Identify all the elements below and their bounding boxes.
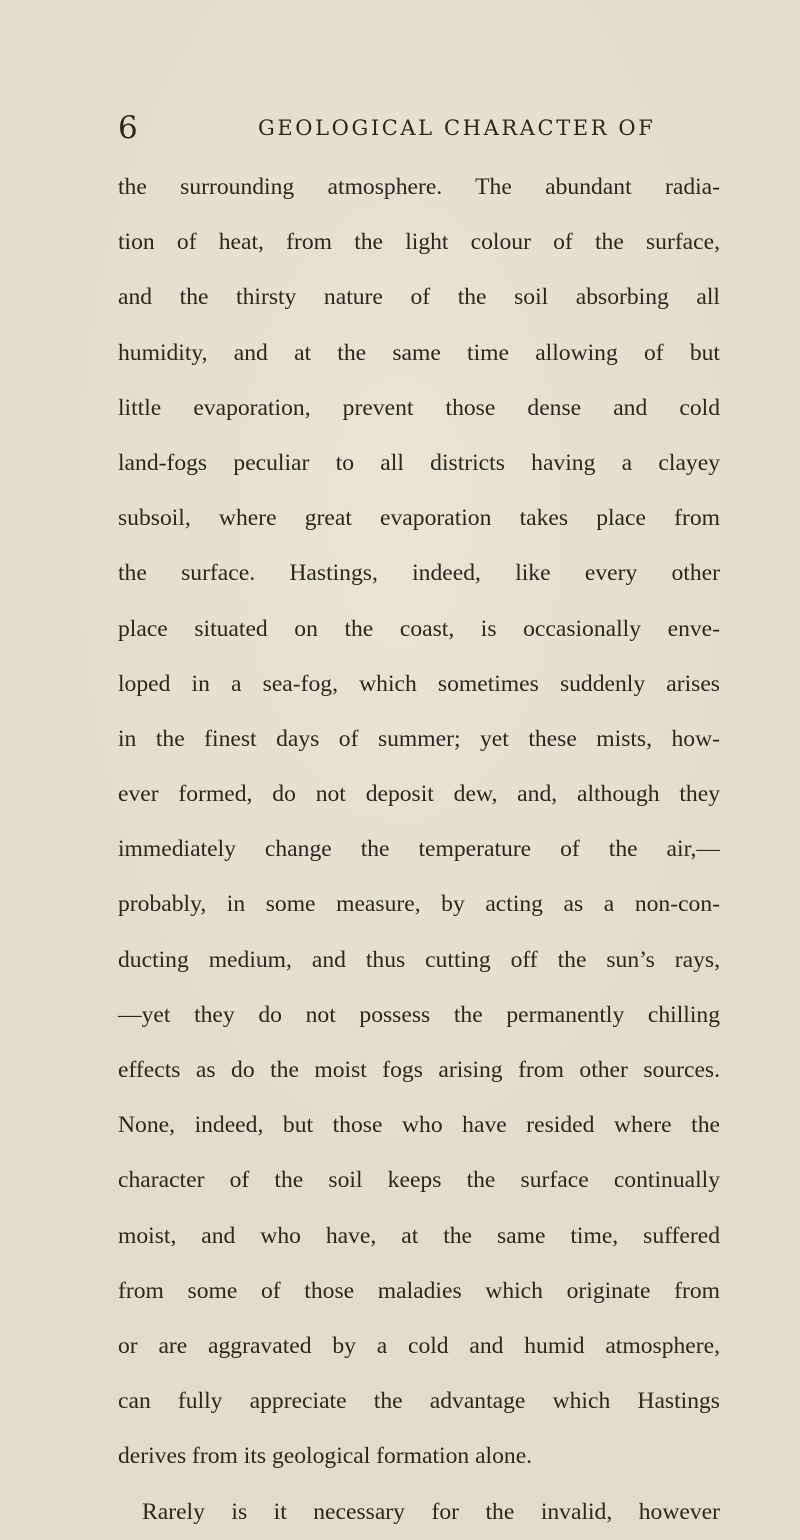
text-line: can fully appreciate the advantage which Hastings bbox=[118, 1388, 720, 1415]
text-line: the surrounding atmosphere. The abundant radia- bbox=[118, 174, 720, 200]
text-line: from some of those maladies which originate from bbox=[118, 1277, 720, 1304]
text-line: derives from its geological formation alone. bbox=[118, 1443, 533, 1470]
text-line: the surface. Hastings, indeed, like every other bbox=[118, 560, 720, 587]
text-line: probably, in some measure, by acting as a non-con- bbox=[118, 891, 720, 918]
text-line: —yet they do not possess the permanently chilling bbox=[118, 1001, 720, 1028]
text-line: and the thirsty nature of the soil absorbing all bbox=[118, 284, 720, 311]
text-line: loped in a sea-fog, which sometimes suddenly arises bbox=[118, 670, 720, 697]
text-line: or are aggravated by a cold and humid atmosphere, bbox=[118, 1332, 720, 1359]
text-line: effects as do the moist fogs arising from other sources. bbox=[118, 1057, 720, 1083]
text-line: subsoil, where great evaporation takes place from bbox=[118, 505, 720, 532]
text-line: land-fogs peculiar to all districts having a clayey bbox=[118, 449, 720, 476]
text-line: place situated on the coast, is occasionally enve- bbox=[118, 615, 720, 642]
body-text bbox=[118, 160, 720, 1540]
running-head bbox=[118, 108, 718, 148]
running-title: GEOLOGICAL CHARACTER OF bbox=[258, 116, 656, 140]
text-line: ever formed, do not deposit dew, and, although they bbox=[118, 781, 720, 808]
text-line: ducting medium, and thus cutting off the sun’s rays, bbox=[118, 946, 720, 973]
text-line: Rarely is it necessary for the invalid, however bbox=[142, 1498, 720, 1525]
text-line: immediately change the temperature of the air,— bbox=[118, 836, 720, 863]
text-line: None, indeed, but those who have resided where the bbox=[118, 1112, 720, 1139]
text-line: little evaporation, prevent those dense and cold bbox=[118, 394, 720, 421]
text-line: tion of heat, from the light colour of the surface, bbox=[118, 229, 720, 256]
page-number: 6 bbox=[118, 110, 138, 146]
text-line: character of the soil keeps the surface continually bbox=[118, 1167, 720, 1194]
text-line: moist, and who have, at the same time, suffered bbox=[118, 1222, 720, 1249]
text-line: in the finest days of summer; yet these mists, how- bbox=[118, 725, 720, 752]
text-line: humidity, and at the same time allowing of but bbox=[118, 339, 720, 366]
